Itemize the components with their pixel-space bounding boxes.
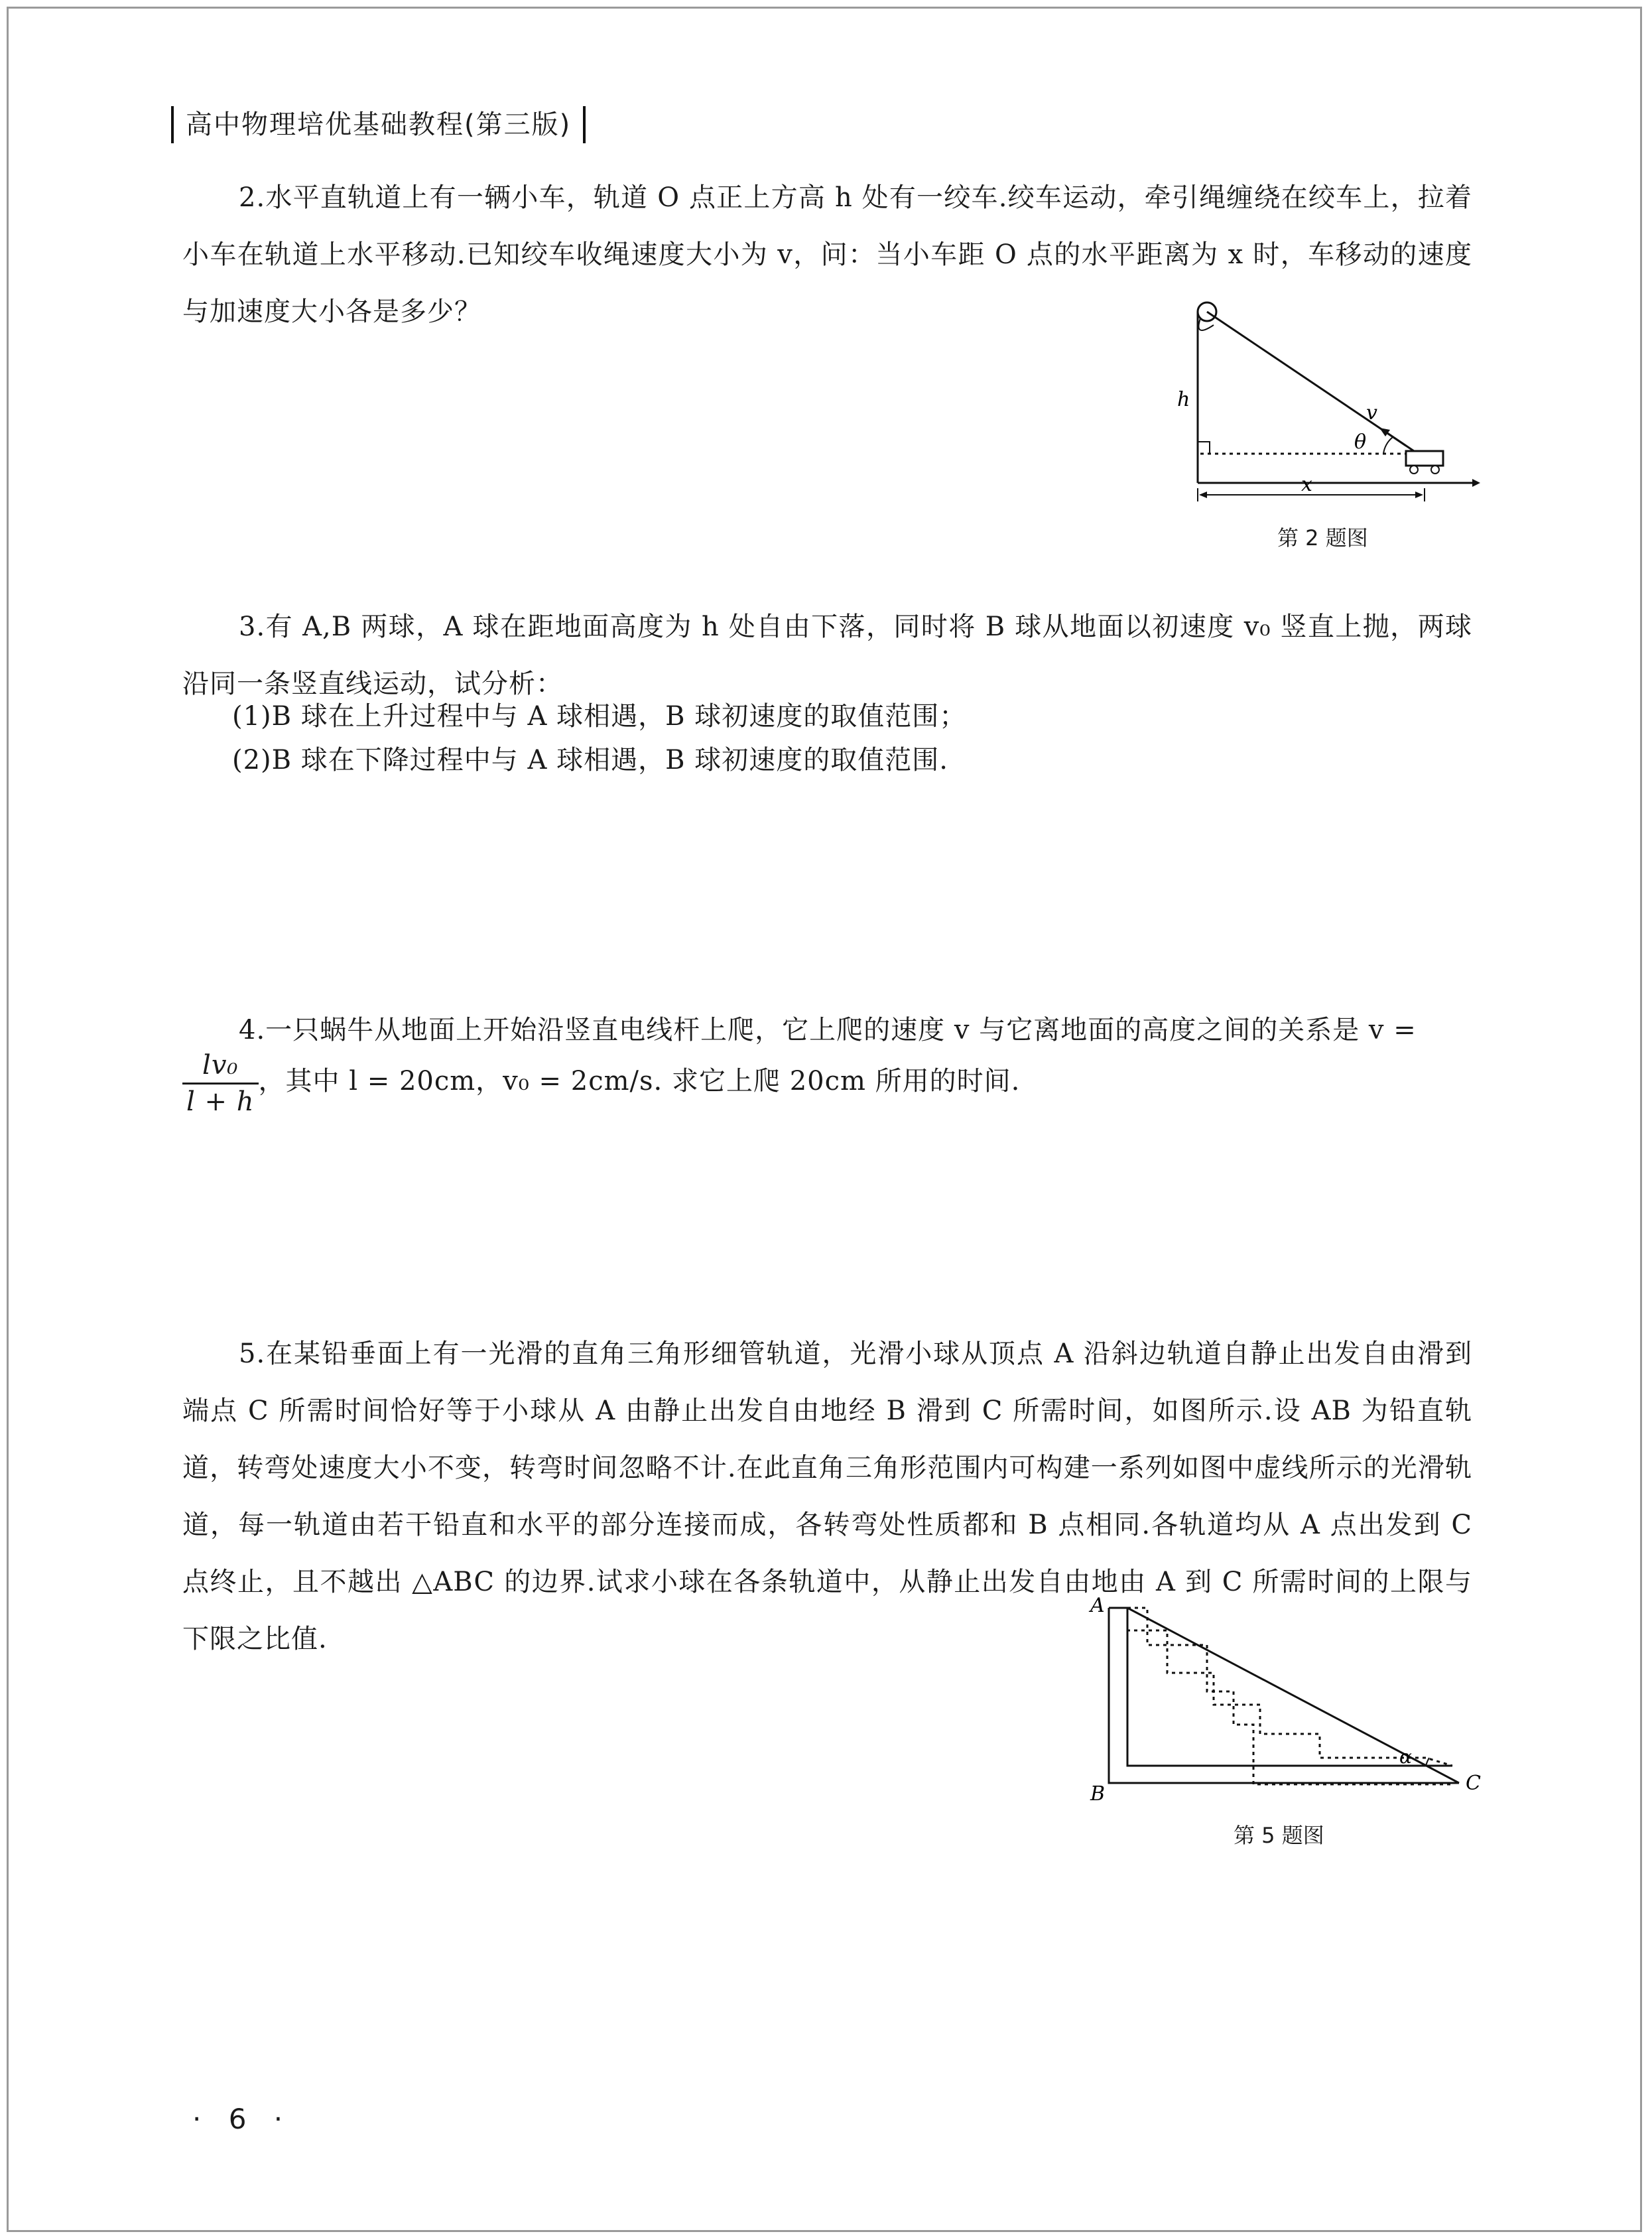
problem-5-caption: 第 5 题图 bbox=[1234, 1823, 1324, 1848]
problem-3-item-2: (2)B 球在下降过程中与 A 球相遇，B 球初速度的取值范围. bbox=[232, 745, 948, 775]
label-C: C bbox=[1466, 1772, 1481, 1795]
problem-4-text-after: ，其中 l = 20cm，v₀ = 2cm/s. 求它上爬 20cm 所用的时间. bbox=[258, 1066, 1021, 1096]
problem-3-text: 3.有 A,B 两球，A 球在距地面高度为 h 处自由下落，同时将 B 球从地面以初速度 v₀ 竖直上抛，两球沿同一条竖直线运动，试分析： bbox=[182, 612, 1472, 699]
label-A: A bbox=[1090, 1594, 1105, 1617]
label-v: v bbox=[1366, 401, 1377, 425]
label-B: B bbox=[1090, 1782, 1106, 1806]
fraction-numerator: lv₀ bbox=[182, 1048, 259, 1085]
problem-4-text-before: 4.一只蜗牛从地面上开始沿竖直电线杆上爬，它上爬的速度 v 与它离地面的高度之间的关系是 v = bbox=[239, 1015, 1417, 1045]
label-h: h bbox=[1177, 388, 1190, 411]
problem-2-caption: 第 2 题图 bbox=[1277, 525, 1368, 551]
problem-2-figure bbox=[1154, 292, 1486, 531]
label-alpha: α bbox=[1399, 1746, 1412, 1768]
label-theta: θ bbox=[1354, 430, 1367, 454]
problem-5-text: 5.在某铅垂面上有一光滑的直角三角形细管轨道，光滑小球从顶点 A 沿斜边轨道自静止出发自由滑到端点 C 所需时间恰好等于小球从 A 由静止出发自由地经 B 滑到 C 所需时间，如图所示.设 AB 为铅直轨道，转弯处速度大小不变，转弯时间忽略不计.在此直角三角形范围内可构建一系列如图中虚线所示的光滑轨道，每一轨道由若干铅直和水平的部分连接而成，各转弯处性质都和 B 点相同.各轨道均从 A 点出发到 C 点终止，且不越出 △ABC 的边界.试求小球在各条轨道中，从静止出发自由地由 A 到 C 所需时间的上限与下限之比值. bbox=[182, 1339, 1472, 1654]
problem-4-line-2 bbox=[182, 1045, 1472, 1119]
problem-3-item-1: (1)B 球在上升过程中与 A 球相遇，B 球初速度的取值范围； bbox=[232, 701, 967, 732]
fraction-denominator: l + h bbox=[186, 1086, 255, 1117]
running-header: 高中物理培优基础教程(第三版) bbox=[171, 106, 586, 143]
label-x: x bbox=[1301, 473, 1312, 496]
problem-4-fraction bbox=[182, 1048, 259, 1119]
problem-2-text: 2.水平直轨道上有一辆小车，轨道 O 点正上方高 h 处有一绞车.绞车运动，牵引绳缠绕在绞车上，拉着小车在轨道上水平移动.已知绞车收绳速度大小为 v，问：当小车距 O 点的水平距离为 x 时，车移动的速度与加速度大小各是多少？ bbox=[182, 182, 1472, 327]
problem-5-figure bbox=[1081, 1592, 1492, 1811]
page-number: · 6 · bbox=[192, 2103, 292, 2135]
